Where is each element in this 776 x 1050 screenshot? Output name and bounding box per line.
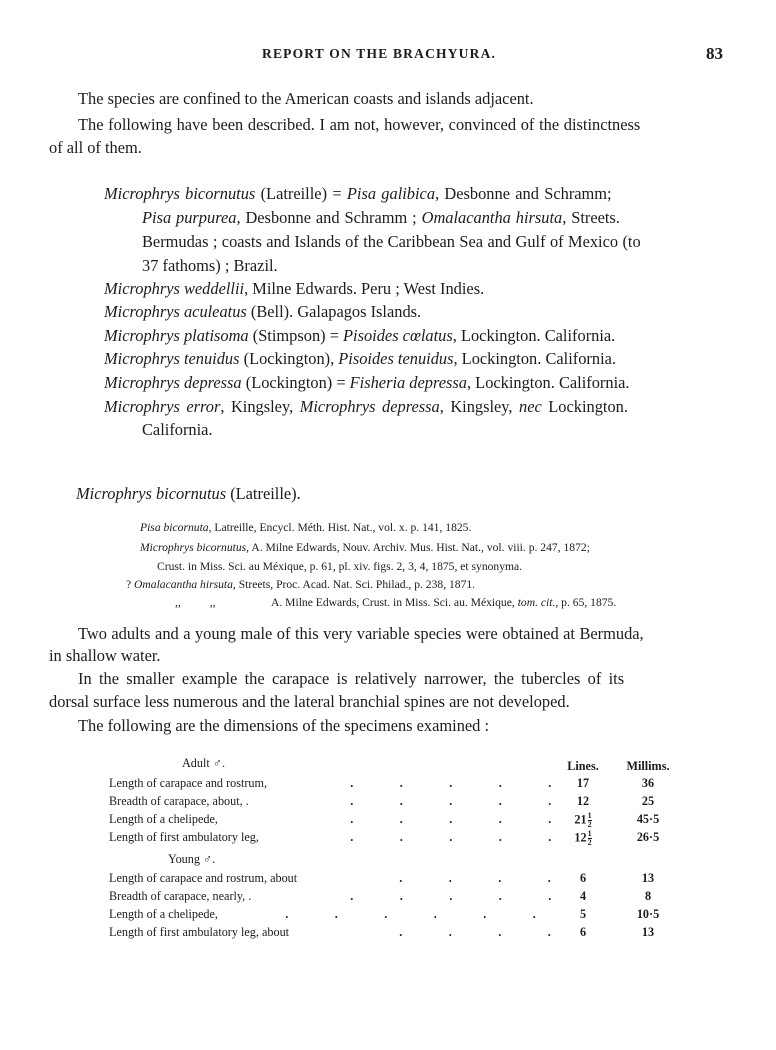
row-label: Length of a chelipede,	[109, 907, 218, 921]
species-name: Microphrys bicornutus	[104, 184, 256, 203]
species-entry-tenuidus: Microphrys tenuidus (Lockington), Pisoides tenuidus, Lockington. California.	[104, 349, 616, 368]
species-entry-error-cont: California.	[142, 420, 213, 439]
intro-paragraph-2-line-2: of all of them.	[49, 138, 142, 157]
row-label: Breadth of carapace, about, .	[109, 794, 249, 808]
value-millims: 13	[641, 871, 655, 885]
dimensions-table	[0, 756, 776, 946]
synonymy-line-5: ,, ,, A. Milne Edwards, Crust. in Miss. Sci. au. Méxique, tom. cit., p. 65, 1875.	[175, 596, 617, 609]
synonymy-line-3: Crust. in Miss. Sci. au Méxique, p. 61, pl. xiv. figs. 2, 3, 4, 1875, et synonyma.	[157, 560, 523, 573]
synonym-name: Pisa purpurea	[142, 208, 237, 227]
value-lines: 6	[579, 871, 587, 885]
table-row	[0, 871, 776, 889]
leader-dots: . . . . .	[350, 812, 552, 826]
value-lines: 5	[579, 907, 587, 921]
table-row	[0, 794, 776, 812]
value-lines: 4	[579, 889, 587, 903]
value-millims: 26·5	[636, 830, 660, 844]
synonym-name: Pisoides cœlatus	[343, 326, 453, 345]
species-entry-bicornutus-cont-3: 37 fathoms) ; Brazil.	[142, 256, 278, 275]
species-name: Microphrys platisoma	[104, 326, 249, 345]
species-entry-bicornutus-cont-1: Pisa purpurea, Desbonne and Schramm ; Omalacantha hirsuta, Streets.	[142, 208, 620, 227]
running-title: REPORT ON THE BRACHYURA.	[262, 46, 497, 61]
leader-dots: . . . .	[399, 871, 551, 885]
value-millims: 8	[644, 889, 652, 903]
table-row	[0, 889, 776, 907]
species-name: Microphrys tenuidus	[104, 349, 240, 368]
synonym-name: Microphrys depressa	[299, 397, 440, 416]
paragraph-4-line-2: dorsal surface less numerous and the lateral branchial spines are not developed.	[49, 692, 570, 711]
fraction-half: $\frac{1}{2}$	[587, 829, 592, 847]
fraction-half: $\frac{1}{2}$	[587, 811, 592, 829]
row-label: Length of carapace and rostrum, about	[109, 871, 298, 885]
synonym-name: Pisoides tenuidus	[338, 349, 454, 368]
table-row	[0, 812, 776, 830]
value-lines: 12 $\frac{1}{2}$	[574, 829, 592, 847]
synonym-name: Omalacantha hirsuta	[421, 208, 563, 227]
species-entry-bicornutus: Microphrys bicornutus (Latreille) = Pisa galibica, Desbonne and Schramm;	[104, 184, 612, 203]
species-entry-error: Microphrys error, Kingsley, Microphrys depressa, Kingsley, nec Lockington.	[104, 397, 628, 416]
species-entry-weddellii: Microphrys weddellii, Milne Edwards. Peru ; West Indies.	[104, 279, 485, 298]
leader-dots: . . . . . .	[285, 907, 536, 921]
species-entry-aculeatus: Microphrys aculeatus (Bell). Galapagos Islands.	[104, 302, 422, 321]
value-lines: 17	[576, 776, 590, 790]
paragraph-5: The following are the dimensions of the specimens examined :	[78, 716, 490, 735]
column-header-lines: Lines.	[567, 759, 599, 773]
leader-dots: . . . . .	[350, 830, 552, 844]
table-row	[0, 925, 776, 943]
column-header-millims: Millims.	[626, 759, 670, 773]
section-heading: Microphrys bicornutus (Latreille).	[76, 484, 301, 503]
group-heading-young: Young ♂.	[168, 852, 216, 866]
intro-paragraph-1: The species are confined to the American coasts and islands adjacent.	[78, 89, 534, 108]
table-row	[0, 907, 776, 925]
paragraph-4-line-1: In the smaller example the carapace is relatively narrower, the tubercles of its	[78, 669, 625, 688]
leader-dots: . . . .	[399, 925, 551, 939]
synonymy-line-4: ? Omalacantha hirsuta, Streets, Proc. Acad. Nat. Sci. Philad., p. 238, 1871.	[126, 578, 476, 591]
value-millims: 10·5	[636, 907, 660, 921]
species-entry-depressa: Microphrys depressa (Lockington) = Fisheria depressa, Lockington. California.	[104, 373, 630, 392]
row-label: Length of a chelipede,	[109, 812, 218, 826]
page-number: 83	[706, 44, 723, 63]
row-label: Breadth of carapace, nearly, .	[109, 889, 252, 903]
table-row	[0, 776, 776, 794]
value-millims: 25	[641, 794, 655, 808]
species-name: Microphrys weddellii	[104, 279, 245, 298]
species-name: Microphrys error	[104, 397, 221, 416]
species-name: Microphrys aculeatus	[104, 302, 247, 321]
species-entry-bicornutus-cont-2: Bermudas ; coasts and Islands of the Caribbean Sea and Gulf of Mexico (to	[142, 232, 641, 251]
synonym-name: Pisa galibica	[346, 184, 436, 203]
leader-dots: . . . . .	[350, 776, 552, 790]
species-entry-platisoma: Microphrys platisoma (Stimpson) = Pisoides cœlatus, Lockington. California.	[104, 326, 616, 345]
value-lines: 6	[579, 925, 587, 939]
paragraph-3-line-1: Two adults and a young male of this very variable species were obtained at Bermuda,	[78, 624, 644, 643]
species-name: Microphrys depressa	[104, 373, 242, 392]
intro-paragraph-2-line-1: The following have been described. I am not, however, convinced of the distinctness	[78, 115, 641, 134]
value-millims: 45·5	[636, 812, 660, 826]
value-millims: 13	[641, 925, 655, 939]
group-heading-adult: Adult ♂.	[182, 756, 225, 770]
row-label: Length of first ambulatory leg, about	[109, 925, 290, 939]
synonym-name: Fisheria depressa	[349, 373, 467, 392]
table-row	[0, 830, 776, 848]
value-lines: 12	[576, 794, 590, 808]
value-millims: 36	[641, 776, 655, 790]
synonymy-line-1: Pisa bicornuta, Latreille, Encycl. Méth. Hist. Nat., vol. x. p. 141, 1825.	[140, 521, 472, 534]
row-label: Length of first ambulatory leg,	[109, 830, 259, 844]
row-label: Length of carapace and rostrum,	[109, 776, 268, 790]
section-species-name: Microphrys bicornutus	[76, 484, 227, 503]
leader-dots: . . . . .	[350, 794, 552, 808]
synonymy-line-2: Microphrys bicornutus, A. Milne Edwards, Nouv. Archiv. Mus. Hist. Nat., vol. viii. p. 247, 1872;	[140, 541, 590, 554]
paragraph-3-line-2: in shallow water.	[49, 646, 161, 665]
ditto-marks: ,, ,,	[175, 596, 216, 609]
value-lines: 21 $\frac{1}{2}$	[574, 811, 592, 829]
leader-dots: . . . . .	[350, 889, 552, 903]
